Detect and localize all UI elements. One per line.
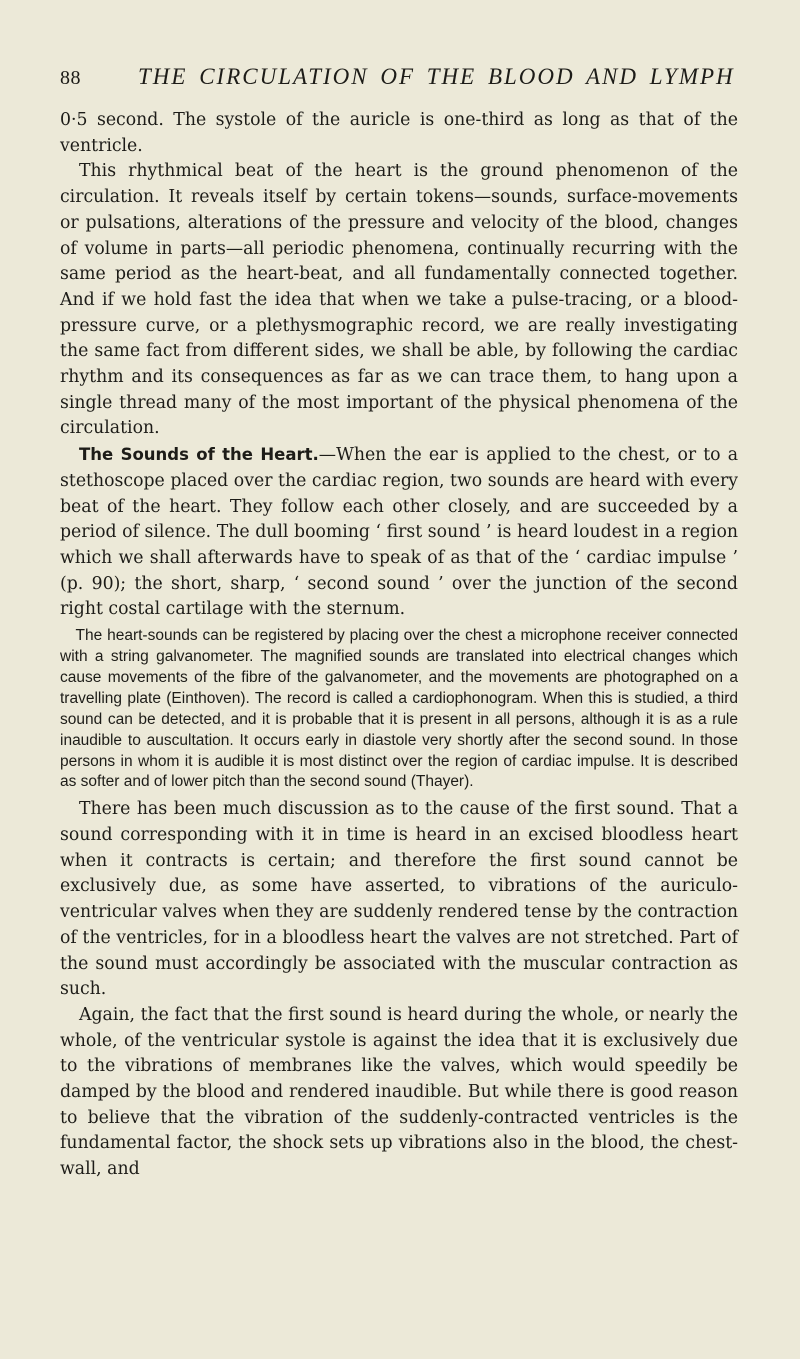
page-number: 88 — [60, 67, 81, 89]
paragraph-continued: 0·5 second. The systole of the auricle is one-third as long as that of the ventricle. — [60, 110, 738, 156]
section-heading: The Sounds of the Heart. — [79, 445, 319, 465]
small-print-note: The heart-sounds can be registered by placing over the chest a microphone receiver connected with a string galvanometer. The magnified sounds are translated into electrical changes which cause movements of the fibre of the galvanometer, and the movements are photographed on a travelling plate (Einthoven). The record is called a cardiophonogram. When this is studied, a third sound can be detected, and it is probable that it is present in all persons, although it is as a rule inaudible to auscultation. It occurs early in diastole very shortly after the second sound. In those persons in whom it is audible it is most distinct over the region of cardiac impulse. It is described as softer and of lower pitch than the second sound (Thayer). — [60, 627, 738, 791]
paragraph-ventricular-systole: Again, the fact that the first sound is heard during the whole, or nearly the whole, of the ventricular systole is against the idea that it is exclusively due to the vibrations of membranes like the valves, which would speedily be damped by the blood and rendered inaudible. But while there is good reason to believe that the vibration of the suddenly-contracted ventricles is the fundamental factor, the shock sets up vibrations also in the blood, the chest-wall, and — [60, 1004, 738, 1180]
paragraph-rhythmical-beat: This rhythmical beat of the heart is the ground phenomenon of the circulation. It reveals itself by certain tokens—sounds, surface-movements or pulsations, alterations of the pressure and velocity of the blood, changes of volume in parts—all periodic phenomena, continually recurring with the same period as the heart-beat, and all fundamentally connected together. And if we hold fast the idea that when we take a pulse-tracing, or a blood-pressure curve, or a plethysmographic record, we are really investigating the same fact from different sides, we shall be able, by following the cardiac rhythm and its consequences as far as we can trace them, to hang upon a single thread many of the most important of the physical phenomena of the circulation. — [60, 161, 738, 439]
paragraph-heart-sounds-text: —When the ear is applied to the chest, or to a stethoscope placed over the cardiac region, two sounds are heard with every beat of the heart. They follow each other closely, and are succeeded by a period of silence. The dull booming ‘ first sound ’ is heard loudest in a region which we shall afterwards have to speak of as that of the ‘ cardiac impulse ’ (p. 90); the short, sharp, ‘ second sound ’ over the junction of the second right costal cartilage with the sternum. — [60, 445, 739, 620]
running-title: THE CIRCULATION OF THE BLOOD AND LYMPH — [138, 64, 735, 89]
paragraph-first-sound-cause: There has been much discussion as to the cause of the first sound. That a sound corresponding with it in time is heard in an excised bloodless heart when it contracts is certain; and therefore the first sound cannot be exclusively due, as some have asserted, to vibrations of the auriculo-ventricular valves when they are suddenly rendered tense by the contraction of the ventricles, for in a bloodless heart the valves are not stretched. Part of the sound must accordingly be associated with the muscular contraction as such. — [60, 799, 738, 1000]
running-head — [60, 64, 738, 94]
paragraph-heart-sounds — [60, 442, 738, 623]
